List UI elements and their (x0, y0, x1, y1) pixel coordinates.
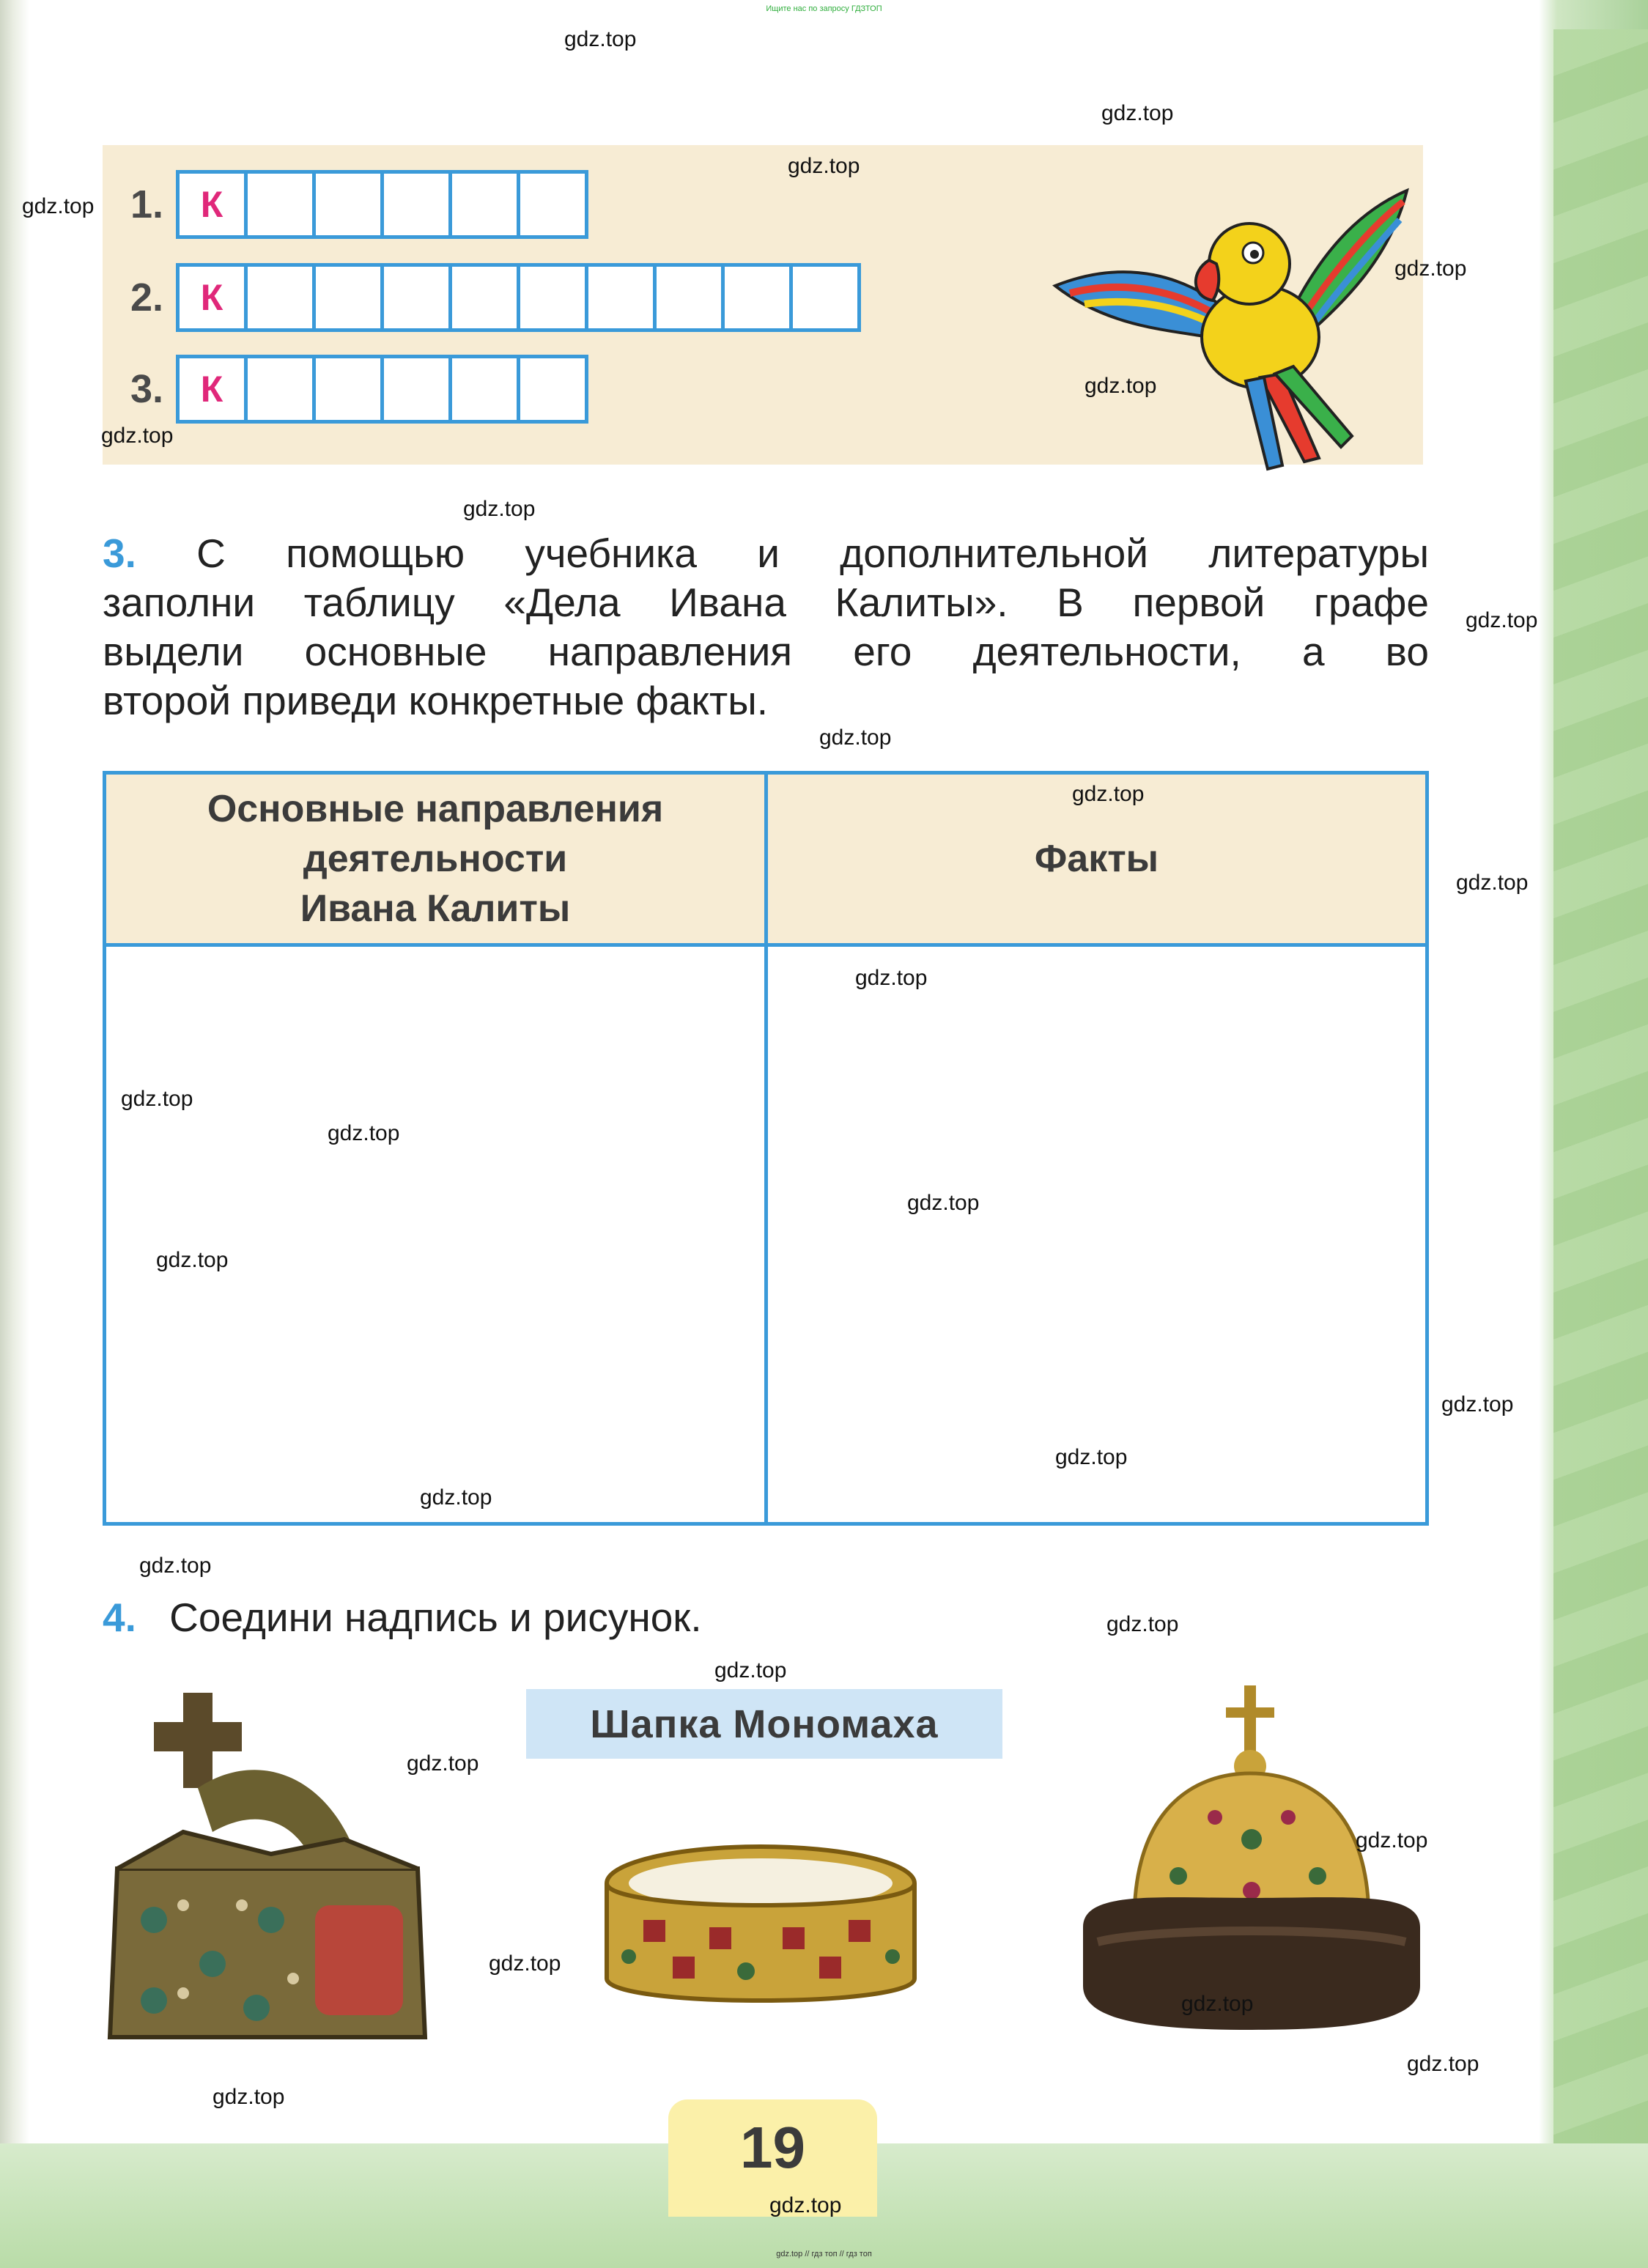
task-3-line-1 (103, 529, 1429, 578)
task-4-instructions (103, 1594, 702, 1641)
table-header-directions (106, 775, 764, 943)
crossword-cell[interactable] (793, 267, 857, 328)
golden-crown-ring-image[interactable] (599, 1839, 922, 2030)
header-line-2: деятельности (303, 838, 568, 880)
task-4-text: Соедини надпись и рисунок. (169, 1595, 702, 1640)
watermark: gdz.top (22, 194, 95, 218)
crossword-cell[interactable] (520, 358, 585, 420)
crossword-cell[interactable] (384, 358, 452, 420)
crossword-cell[interactable] (384, 174, 452, 235)
monomakh-cap-image[interactable] (1068, 1678, 1435, 2044)
crossword-cell[interactable] (316, 174, 384, 235)
crossword-cell[interactable] (657, 267, 725, 328)
crossword-cell[interactable] (384, 267, 452, 328)
watermark: gdz.top (564, 27, 637, 51)
crossword-cell[interactable] (452, 358, 520, 420)
crossword-cell[interactable] (452, 267, 520, 328)
watermark: gdz.top (489, 1951, 561, 1976)
crossword-row-number: 3. (130, 367, 164, 411)
watermark: gdz.top (1181, 1992, 1254, 2016)
crossword-row-1 (130, 171, 588, 237)
watermark: gdz.top (714, 1658, 787, 1682)
crossword-cell[interactable] (725, 267, 793, 328)
watermark: gdz.top (121, 1087, 193, 1111)
watermark: gdz.top (1101, 101, 1174, 125)
watermark: gdz.top (213, 2085, 285, 2109)
table-header-facts: Факты (1034, 838, 1159, 880)
crossword-cell[interactable] (316, 358, 384, 420)
watermark: gdz.top (139, 1554, 212, 1578)
watermark: gdz.top (907, 1191, 980, 1215)
watermark: gdz.top (1466, 608, 1538, 632)
kalita-deeds-table (103, 771, 1429, 1526)
header-line-1: Основные направления (207, 788, 664, 830)
watermark: gdz.top (1084, 374, 1157, 398)
watermark: gdz.top (855, 966, 928, 990)
watermark: gdz.top (1072, 782, 1145, 806)
crossword-cell[interactable] (452, 174, 520, 235)
table-column-divider (764, 775, 768, 1522)
crossword-cells (176, 355, 588, 424)
watermark: gdz.top (788, 154, 860, 178)
decorative-leaf-margin (1553, 29, 1648, 2154)
watermark: gdz.top (407, 1751, 479, 1776)
crossword-first-letter-cell: К (180, 358, 248, 420)
watermark: gdz.top (1441, 1392, 1514, 1416)
page-number: 19 (668, 2099, 877, 2217)
crossword-first-letter-cell: К (180, 174, 248, 235)
task-3-line-1-text: С помощью учебника и дополнительной литературы (196, 531, 1430, 576)
crossword-cell[interactable] (588, 267, 657, 328)
crossword-row-number: 2. (130, 276, 164, 319)
watermark: gdz.top (1106, 1612, 1179, 1636)
monomakh-cap-label[interactable]: Шапка Мономаха (526, 1689, 1002, 1759)
crossword-row-3 (130, 356, 588, 422)
task-3-instructions (103, 529, 1429, 725)
crossword-cell[interactable] (520, 267, 588, 328)
watermark: gdz.top (1407, 2052, 1479, 2076)
watermark: gdz.top (1394, 256, 1467, 281)
watermark: gdz.top (463, 497, 536, 521)
watermark: gdz.top (1456, 871, 1529, 895)
crossword-cell[interactable] (248, 174, 316, 235)
crossword-row-number: 1. (130, 182, 164, 226)
crossword-first-letter-cell: К (180, 267, 248, 328)
watermark: gdz.top (420, 1485, 492, 1510)
crossword-cell[interactable] (248, 358, 316, 420)
header-line-3: Ивана Калиты (300, 887, 571, 930)
parrot-image (1041, 169, 1422, 476)
watermark: gdz.top (769, 2193, 842, 2217)
crossword-cell[interactable] (520, 174, 585, 235)
imperial-crown-image[interactable] (103, 1685, 432, 2052)
crossword-cells (176, 170, 588, 239)
watermark: gdz.top (156, 1248, 229, 1272)
watermark: gdz.top (1356, 1828, 1428, 1853)
watermark: gdz.top (1055, 1445, 1128, 1469)
task-3-line-4: второй приведи конкретные факты. (103, 678, 769, 723)
top-banner: Ищите нас по запросу ГДЗТОП (766, 4, 882, 13)
crossword-cell[interactable] (316, 267, 384, 328)
task-3-line-3: выдели основные направления его деятельности, а во (103, 629, 1429, 674)
watermark: gdz.top (328, 1121, 400, 1145)
watermark: gdz.top (819, 725, 892, 750)
task-4-number: 4. (103, 1595, 136, 1640)
task-3-number: 3. (103, 531, 136, 576)
crossword-cells (176, 263, 861, 332)
crossword-row-2 (130, 265, 861, 330)
watermark: gdz.top (101, 424, 174, 448)
crossword-cell[interactable] (248, 267, 316, 328)
task-3-line-2: заполни таблицу «Дела Ивана Калиты». В первой графе (103, 580, 1429, 625)
footer: gdz.top // гдз топ // гдз топ (776, 2250, 872, 2258)
